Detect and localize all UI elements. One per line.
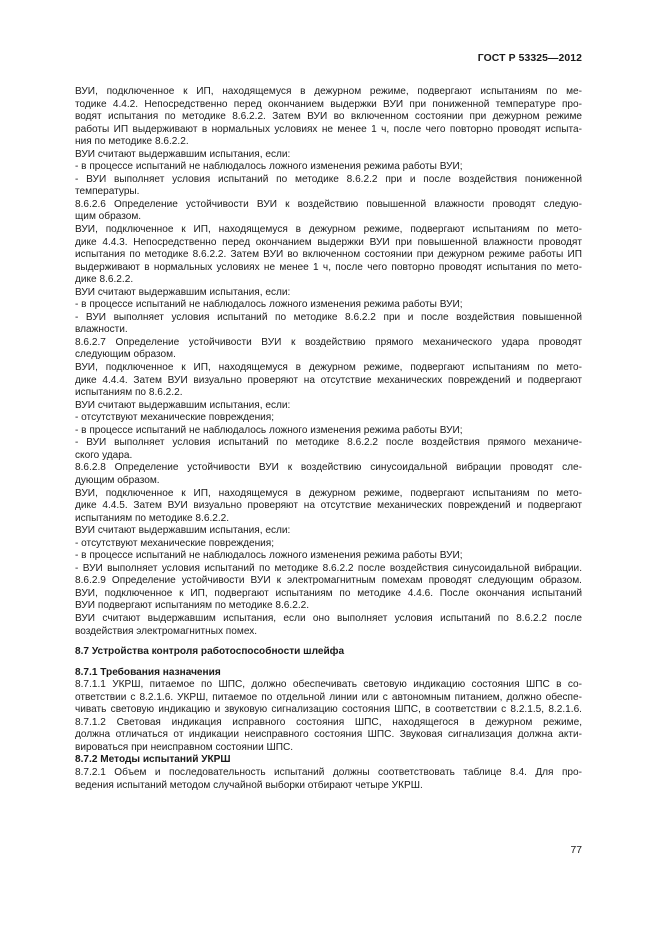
section-gap <box>75 659 582 667</box>
text-line: дике 4.4.5. Затем ВУИ визуально проверяют на отсутствие механических повреждений и подвергают <box>75 500 582 512</box>
text-line: вироваться при неисправном состоянии ШПС. <box>75 741 294 753</box>
text-line: ответствии с 8.2.1.6. УКРШ, питаемое по отдельной линии или с автономным питанием, должно обеспе- <box>75 691 582 703</box>
text-line: ния по методике 8.6.2.2. <box>75 136 189 148</box>
text-line: ВУИ, подключенное к ИП, находящемуся в дежурном режиме, подвергают испытаниям по мето- <box>75 224 582 236</box>
text-line: 8.6.2.7 Определение устойчивости ВУИ к воздействию прямого механического удара проводят <box>75 336 582 348</box>
text-line: испытания по методике 8.6.2.2. Затем ВУИ во включенном состоянии при дежурном режиме работы ИП <box>75 249 582 261</box>
text-line: - отсутствуют механические повреждения; <box>75 412 275 424</box>
text-line: дике 4.4.3. Непосредственно перед окончанием выдержки ВУИ при повышенной влажности проводят <box>75 236 582 248</box>
text-line: должна отличаться от индикации неисправного состояния ШПС. Звуковая сигнализация должна акти- <box>75 729 582 741</box>
text-line: 8.6.2.8 Определение устойчивости ВУИ к воздействию синусоидальной вибрации проводят сле- <box>75 462 582 474</box>
text-line: ВУИ считают выдержавшим испытания, если: <box>75 286 291 298</box>
text-line: ВУИ, подключенное к ИП, находящемуся в дежурном режиме, подвергают испытаниям по мето- <box>75 487 582 499</box>
text-line: работы ИП выдерживают в нормальных условиях не менее 1 ч, после чего повторно проводят испыта- <box>75 123 582 135</box>
text-line: тодике 4.4.2. Непосредственно перед окончанием выдержки ВУИ при пониженной температуре про- <box>75 98 582 110</box>
section-gap <box>75 638 582 646</box>
text-line: ведения испытаний методом случайной выборки отбирают четыре УКРШ. <box>75 779 423 791</box>
text-line: ского удара. <box>75 449 133 461</box>
text-line: ВУИ считают выдержавшим испытания, если оно выполняет условия испытаний по 8.6.2.2 после <box>75 612 582 624</box>
text-line: испытаниям по 8.6.2.2. <box>75 387 183 399</box>
text-line: 8.7.1.1 УКРШ, питаемое по ШПС, должно обеспечивать световую индикацию состояния ШПС в со- <box>75 679 582 691</box>
text-line: температуры. <box>75 186 140 198</box>
text-line: ВУИ, подключенное к ИП, находящемуся в дежурном режиме, подвергают испытаниям по ме- <box>75 86 582 97</box>
page-number: 77 <box>570 845 582 856</box>
text-line: водят испытания по методике 8.6.2.2. Затем ВУИ во включенном состоянии при дежурном режиме <box>75 111 582 123</box>
document-body <box>75 86 582 792</box>
text-line: - в процессе испытаний не наблюдалось ложного изменения режима работы ВУИ; <box>75 161 463 173</box>
text-line: ВУИ, подключенное к ИП, находящемуся в дежурном режиме, подвергают испытаниям по мето- <box>75 362 582 374</box>
text-line: 8.6.2.6 Определение устойчивости ВУИ к воздействию повышенной влажности проводят следую- <box>75 198 582 210</box>
section-heading: 8.7.1 Требования назначения <box>75 666 221 678</box>
text-line: - в процессе испытаний не наблюдалось ложного изменения режима работы ВУИ; <box>75 299 463 311</box>
text-line: воздействия электромагнитных помех. <box>75 625 258 637</box>
text-line: - ВУИ выполняет условия испытаний по методике 8.6.2.2 при и после воздействия пониженной <box>75 173 582 185</box>
text-line: дике 8.6.2.2. <box>75 274 134 286</box>
text-line: выдерживают в нормальных условиях не менее 1 ч, после чего повторно проводят испытания по мето- <box>75 261 582 273</box>
text-line: - в процессе испытаний не наблюдалось ложного изменения режима работы ВУИ; <box>75 424 463 436</box>
text-line: ВУИ, подключенное к ИП, подвергают испытаниям по методике 4.4.6. После окончания испытаний <box>75 587 582 599</box>
text-line: - ВУИ выполняет условия испытаний по методике 8.6.2.2 после воздействия прямого механиче- <box>75 437 582 449</box>
text-line: ВУИ считают выдержавшим испытания, если: <box>75 525 291 537</box>
text-line: - в процессе испытаний не наблюдалось ложного изменения режима работы ВУИ; <box>75 550 463 562</box>
text-line: - ВУИ выполняет условия испытаний по методике 8.6.2.2 после воздействия синусоидальной вибрации. <box>75 562 582 574</box>
section-heading: 8.7 Устройства контроля работоспособности шлейфа <box>75 646 345 658</box>
standard-header: ГОСТ Р 53325—2012 <box>477 53 582 64</box>
text-line: ВУИ считают выдержавшим испытания, если: <box>75 148 291 160</box>
text-line: следующим образом. <box>75 349 176 361</box>
text-line: 8.6.2.9 Определение устойчивости ВУИ к электромагнитным помехам проводят следующим образом. <box>75 575 582 587</box>
text-line: - отсутствуют механические повреждения; <box>75 537 275 549</box>
text-line: чивать световую индикацию и звуковую сигнализацию состояния ШПС, в соответствии с 8.2.1.5, 8.2.1.6. <box>75 704 582 716</box>
section-heading: 8.7.2 Методы испытаний УКРШ <box>75 754 231 766</box>
text-line: дующим образом. <box>75 474 160 486</box>
text-line: 8.7.2.1 Объем и последовательность испытаний должны соответствовать таблице 8.4. Для про- <box>75 766 582 778</box>
text-line: щим образом. <box>75 211 142 223</box>
text-line: влажности. <box>75 324 128 336</box>
text-line: ВУИ считают выдержавшим испытания, если: <box>75 399 291 411</box>
text-line: ВУИ подвергают испытаниям по методике 8.6.2.2. <box>75 600 310 612</box>
text-line: испытаниям по методике 8.6.2.2. <box>75 512 230 524</box>
text-line: - ВУИ выполняет условия испытаний по методике 8.6.2.2 при и после воздействия повышенной <box>75 311 582 323</box>
text-line: дике 4.4.4. Затем ВУИ визуально проверяют на отсутствие механических повреждений и подвергают <box>75 374 582 386</box>
text-line: 8.7.1.2 Световая индикация исправного состояния ШПС, находящегося в дежурном режиме, <box>75 716 582 728</box>
